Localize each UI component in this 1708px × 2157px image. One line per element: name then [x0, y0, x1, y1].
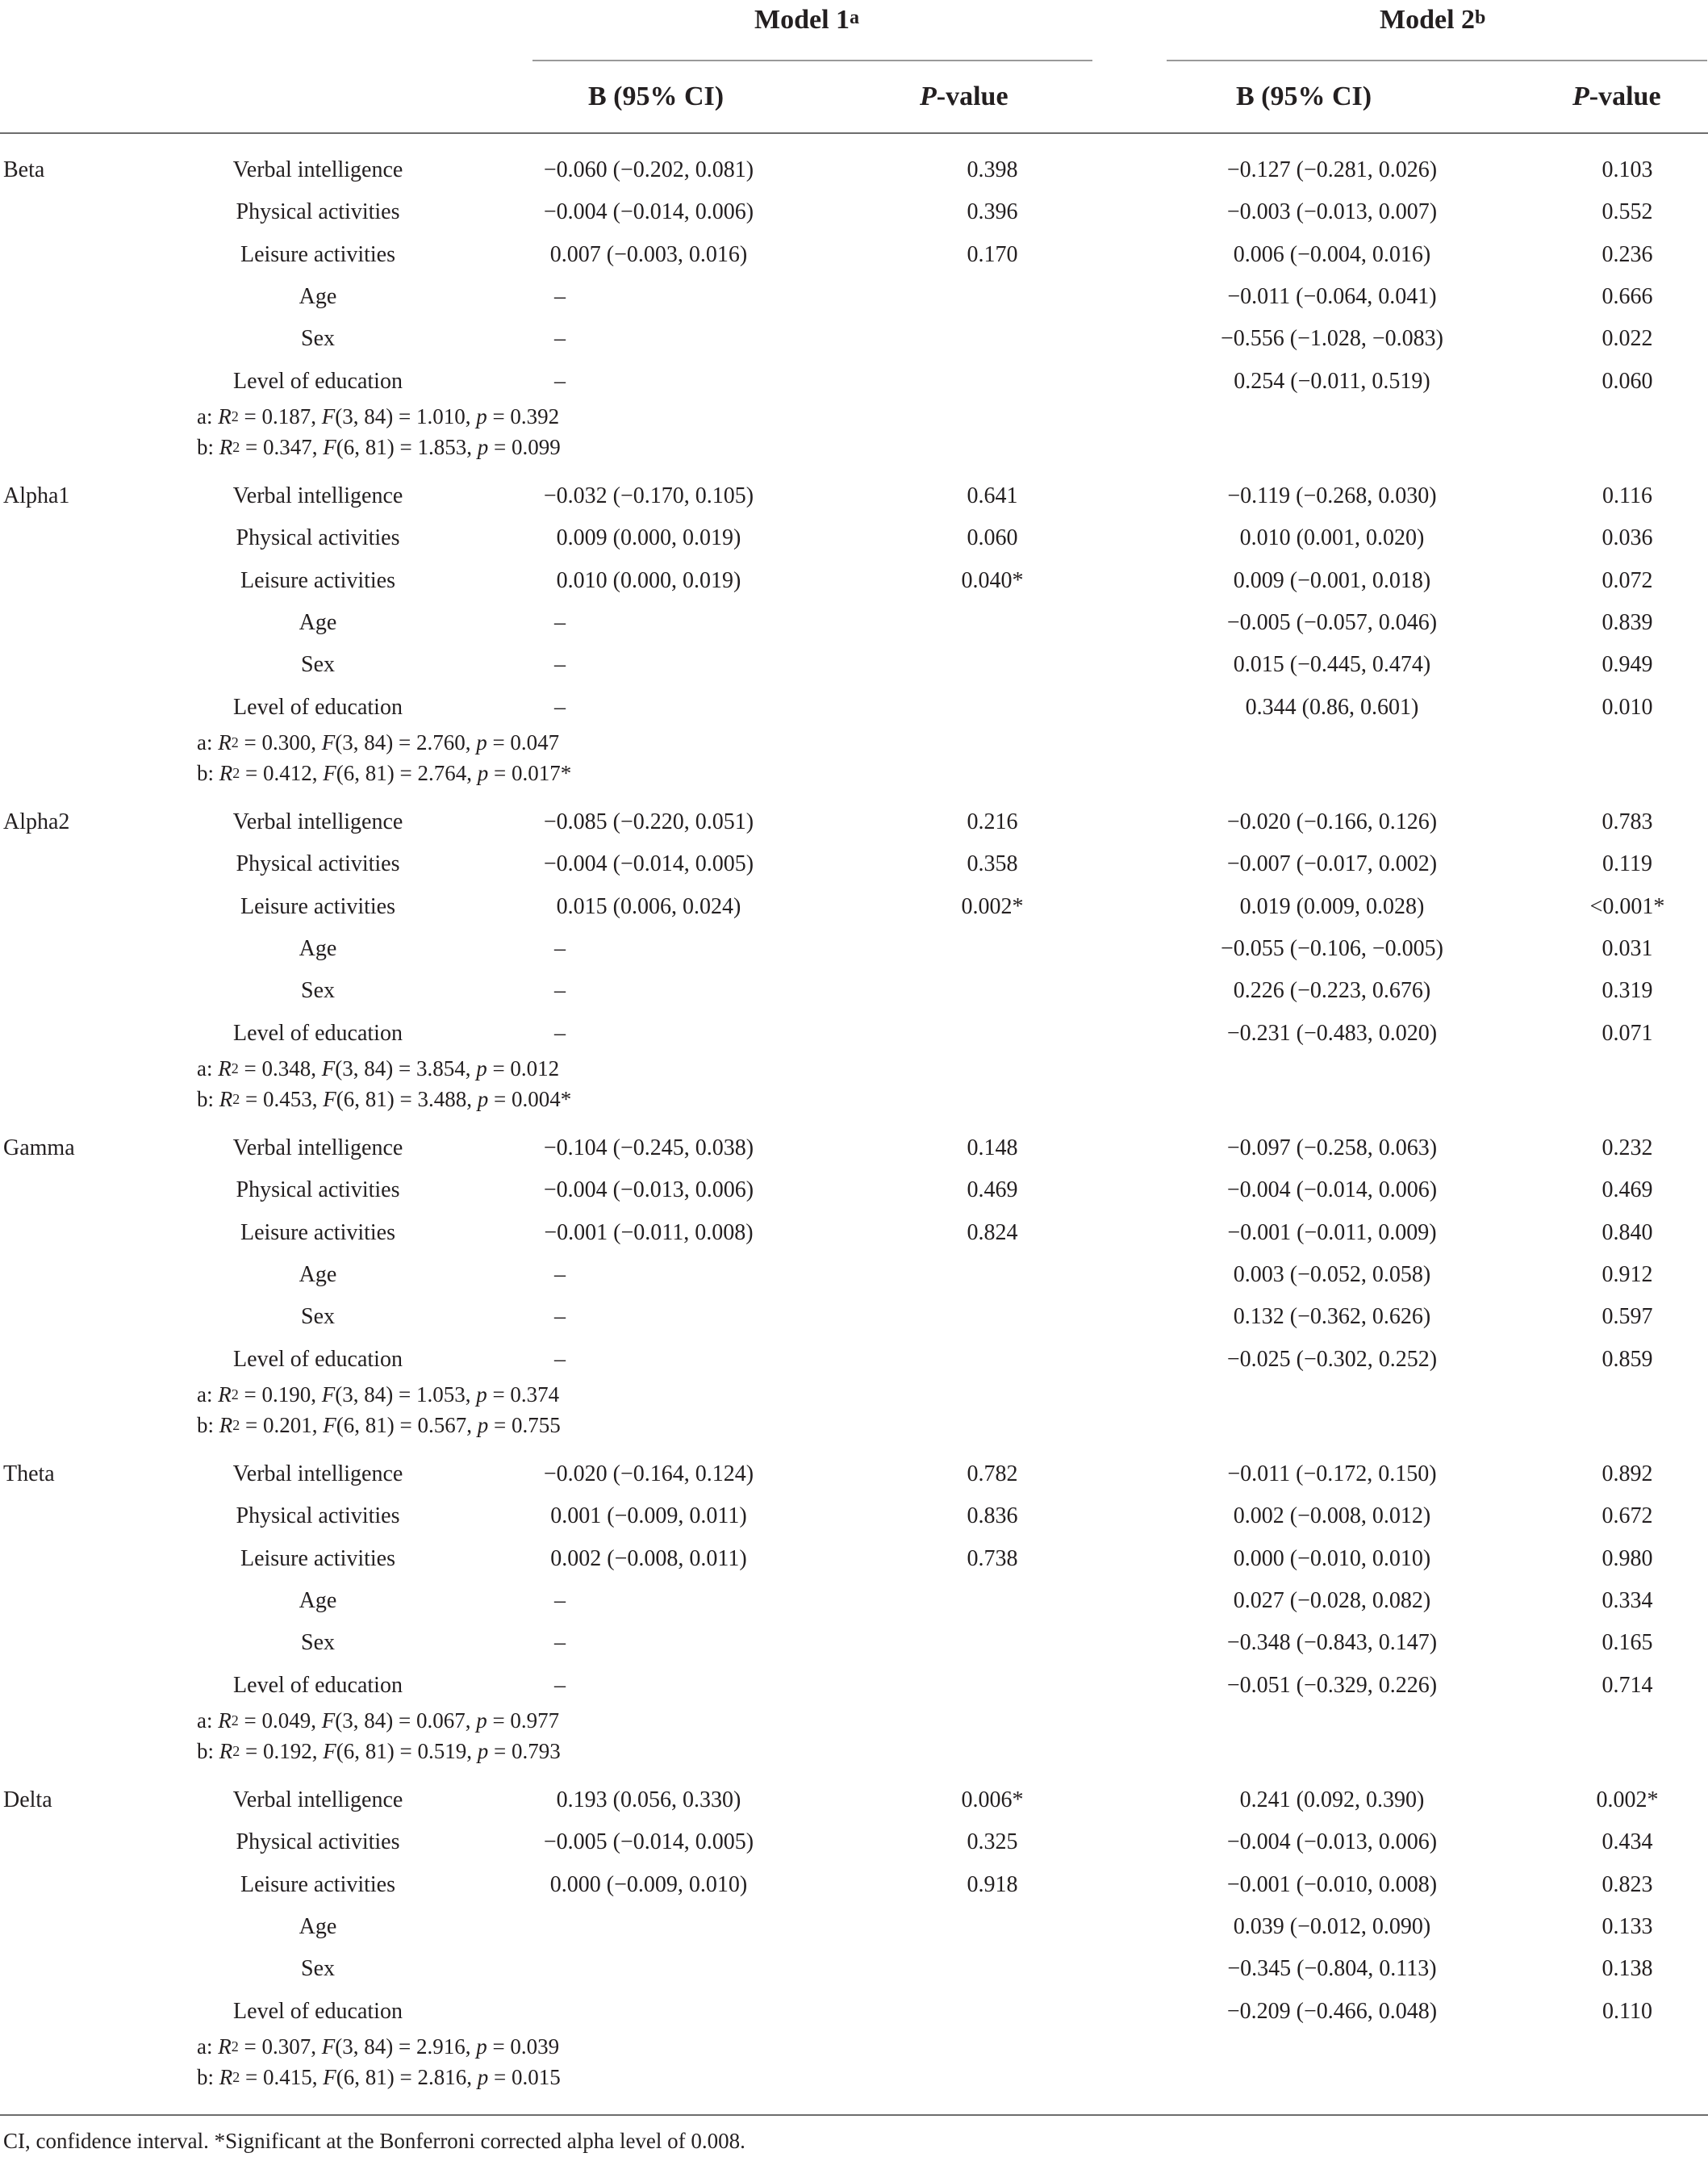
model2-pvalue: 0.133 — [1602, 1914, 1653, 1939]
model1-estimate: −0.005 (−0.014, 0.005) — [543, 1829, 754, 1854]
model1-estimate: – — [554, 1630, 566, 1655]
group-label: Alpha2 — [3, 809, 70, 834]
model1-header: Model 1$^a$ — [754, 5, 860, 35]
model1-pvalue: 0.836 — [967, 1503, 1018, 1528]
model2-fit-stats: b: $R^2 = 0.192$, F(6, 81) = 0.519, p = 0.793 — [197, 1739, 561, 1763]
model1-estimate: – — [554, 1347, 566, 1372]
variable-name: Leisure activities — [240, 1872, 396, 1897]
model1-pvalue: 0.641 — [967, 483, 1018, 508]
model1-estimate: 0.193 (0.056, 0.330) — [556, 1787, 741, 1812]
model2-estimate: −0.004 (−0.014, 0.006) — [1226, 1177, 1438, 1202]
model2-pvalue: 0.672 — [1602, 1503, 1653, 1528]
model1-estimate: – — [554, 1304, 566, 1329]
model2-estimate: −0.003 (−0.013, 0.007) — [1226, 199, 1438, 224]
model1-fit-stats: a: $R^2 = 0.190$, F(3, 84) = 1.053, p = 0.374 — [197, 1382, 560, 1407]
variable-name: Age — [299, 610, 337, 635]
model2-p-header: P-value — [1572, 82, 1661, 111]
model2-fit-stats: b: $R^2 = 0.347$, F(6, 81) = 1.853, p = 0.099 — [197, 435, 561, 459]
model2-estimate: 0.002 (−0.008, 0.012) — [1233, 1503, 1431, 1528]
model1-fit-stats: a: $R^2 = 0.307$, F(3, 84) = 2.916, p = 0.039 — [197, 2034, 560, 2059]
model1-pvalue: 0.469 — [967, 1177, 1018, 1202]
variable-name: Physical activities — [236, 525, 400, 550]
model1-estimate: – — [554, 1588, 566, 1613]
variable-name: Leisure activities — [240, 568, 396, 593]
model2-pvalue: 0.859 — [1602, 1347, 1653, 1372]
variable-name: Level of education — [233, 695, 403, 720]
model1-estimate: −0.032 (−0.170, 0.105) — [543, 483, 754, 508]
model2-pvalue: 0.892 — [1602, 1461, 1653, 1486]
model1-estimate: – — [554, 936, 566, 961]
model2-estimate: 0.344 (0.86, 0.601) — [1245, 695, 1419, 720]
variable-name: Verbal intelligence — [232, 1461, 403, 1486]
variable-name: Age — [299, 936, 337, 961]
model2-pvalue: 0.469 — [1602, 1177, 1653, 1202]
model1-pvalue: 0.782 — [967, 1461, 1018, 1486]
model2-estimate: −0.055 (−0.106, −0.005) — [1220, 936, 1444, 961]
model2-pvalue: 0.912 — [1602, 1262, 1653, 1287]
variable-name: Leisure activities — [240, 1546, 396, 1571]
model1-b-header: B (95% CI) — [588, 82, 725, 111]
variable-name: Physical activities — [236, 851, 400, 876]
model1-estimate: −0.104 (−0.245, 0.038) — [543, 1135, 754, 1160]
model1-estimate: 0.001 (−0.009, 0.011) — [550, 1503, 747, 1528]
model2-pvalue: 0.823 — [1602, 1872, 1653, 1897]
model2-estimate: 0.027 (−0.028, 0.082) — [1233, 1588, 1431, 1613]
model1-estimate: – — [554, 1021, 566, 1046]
model1-pvalue: 0.040* — [961, 568, 1024, 593]
model1-estimate: 0.009 (0.000, 0.019) — [556, 525, 741, 550]
model1-pvalue: 0.170 — [967, 242, 1018, 267]
model1-estimate: – — [554, 326, 566, 351]
model2-estimate: 0.254 (−0.011, 0.519) — [1234, 369, 1430, 394]
model2-estimate: 0.003 (−0.052, 0.058) — [1233, 1262, 1431, 1287]
model2-estimate: −0.209 (−0.466, 0.048) — [1226, 1999, 1438, 2024]
model2-estimate: −0.007 (−0.017, 0.002) — [1226, 851, 1438, 876]
model2-estimate: −0.051 (−0.329, 0.226) — [1226, 1673, 1438, 1698]
model1-estimate: 0.010 (0.000, 0.019) — [556, 568, 741, 593]
model2-fit-stats: b: $R^2 = 0.453$, F(6, 81) = 3.488, p = 0.004* — [197, 1087, 572, 1111]
variable-name: Level of education — [233, 369, 403, 394]
model2-estimate: 0.000 (−0.010, 0.010) — [1233, 1546, 1431, 1571]
model2-pvalue: 0.165 — [1602, 1630, 1653, 1655]
model2-pvalue: 0.031 — [1602, 936, 1653, 961]
model2-pvalue: 0.138 — [1602, 1956, 1653, 1981]
model2-pvalue: 0.010 — [1602, 695, 1653, 720]
model1-pvalue: 0.325 — [967, 1829, 1018, 1854]
model2-estimate: −0.011 (−0.172, 0.150) — [1227, 1461, 1437, 1486]
table-footnote: CI, confidence interval. *Significant at the Bonferroni corrected alpha level of 0.008. — [3, 2129, 745, 2153]
model1-estimate: −0.004 (−0.013, 0.006) — [543, 1177, 754, 1202]
model2-estimate: 0.241 (0.092, 0.390) — [1239, 1787, 1425, 1812]
model2-estimate: −0.025 (−0.302, 0.252) — [1226, 1347, 1438, 1372]
model1-estimate: – — [554, 695, 566, 720]
model2-pvalue: 0.334 — [1602, 1588, 1653, 1613]
model1-pvalue: 0.358 — [967, 851, 1018, 876]
model2-pvalue: 0.666 — [1602, 284, 1653, 309]
variable-name: Leisure activities — [240, 894, 396, 919]
model2-pvalue: 0.036 — [1602, 525, 1653, 550]
model1-pvalue: 0.738 — [967, 1546, 1018, 1571]
variable-name: Verbal intelligence — [232, 809, 403, 834]
variable-name: Age — [299, 1588, 337, 1613]
model1-estimate: −0.060 (−0.202, 0.081) — [543, 157, 754, 182]
model1-estimate: −0.020 (−0.164, 0.124) — [543, 1461, 754, 1486]
model2-pvalue: 0.949 — [1602, 652, 1653, 677]
model2-estimate: −0.556 (−1.028, −0.083) — [1220, 326, 1444, 351]
model1-estimate: −0.001 (−0.011, 0.008) — [544, 1220, 754, 1245]
model1-pvalue: 0.398 — [967, 157, 1018, 182]
model2-pvalue: 0.980 — [1602, 1546, 1653, 1571]
variable-name: Sex — [301, 978, 335, 1003]
model2-estimate: −0.097 (−0.258, 0.063) — [1226, 1135, 1438, 1160]
model2-pvalue: 0.840 — [1602, 1220, 1653, 1245]
variable-name: Sex — [301, 652, 335, 677]
model2-estimate: −0.119 (−0.268, 0.030) — [1227, 483, 1437, 508]
variable-name: Leisure activities — [240, 1220, 396, 1245]
model1-estimate: 0.002 (−0.008, 0.011) — [550, 1546, 747, 1571]
variable-name: Verbal intelligence — [232, 1787, 403, 1812]
model1-estimate: 0.015 (0.006, 0.024) — [556, 894, 741, 919]
variable-name: Verbal intelligence — [232, 157, 403, 182]
model2-estimate: −0.004 (−0.013, 0.006) — [1226, 1829, 1438, 1854]
model2-pvalue: 0.022 — [1602, 326, 1653, 351]
model1-estimate: – — [554, 1673, 566, 1698]
model2-estimate: 0.009 (−0.001, 0.018) — [1233, 568, 1431, 593]
model2-pvalue: 0.110 — [1602, 1999, 1652, 2024]
group-label: Gamma — [3, 1135, 75, 1160]
model1-rule — [532, 60, 1092, 61]
model2-estimate: −0.005 (−0.057, 0.046) — [1226, 610, 1438, 635]
model2-estimate: −0.348 (−0.843, 0.147) — [1226, 1630, 1438, 1655]
variable-name: Level of education — [233, 1021, 403, 1046]
model1-fit-stats: a: $R^2 = 0.187$, F(3, 84) = 1.010, p = 0.392 — [197, 404, 560, 428]
model2-pvalue: 0.103 — [1602, 157, 1653, 182]
model1-fit-stats: a: $R^2 = 0.049$, F(3, 84) = 0.067, p = 0.977 — [197, 1708, 560, 1733]
model1-estimate: – — [554, 652, 566, 677]
model2-pvalue: 0.597 — [1602, 1304, 1653, 1329]
model2-estimate: 0.132 (−0.362, 0.626) — [1233, 1304, 1431, 1329]
model1-estimate: 0.007 (−0.003, 0.016) — [549, 242, 748, 267]
model1-fit-stats: a: $R^2 = 0.348$, F(3, 84) = 3.854, p = 0.012 — [197, 1056, 560, 1081]
model1-estimate: −0.085 (−0.220, 0.051) — [543, 809, 754, 834]
model2-estimate: −0.231 (−0.483, 0.020) — [1226, 1021, 1438, 1046]
model1-estimate: −0.004 (−0.014, 0.005) — [543, 851, 754, 876]
group-label: Beta — [3, 157, 45, 182]
model2-pvalue: 0.236 — [1602, 242, 1653, 267]
variable-name: Sex — [301, 326, 335, 351]
model1-pvalue: 0.216 — [967, 809, 1018, 834]
model2-estimate: −0.001 (−0.010, 0.008) — [1226, 1872, 1438, 1897]
model1-estimate: – — [554, 369, 566, 394]
model2-pvalue: 0.714 — [1602, 1673, 1653, 1698]
model1-pvalue: 0.002* — [961, 894, 1024, 919]
table-bottom-rule — [0, 2114, 1708, 2116]
model2-estimate: −0.011 (−0.064, 0.041) — [1227, 284, 1437, 309]
model2-pvalue: 0.060 — [1602, 369, 1653, 394]
model2-fit-stats: b: $R^2 = 0.412$, F(6, 81) = 2.764, p = 0.017* — [197, 761, 572, 785]
model2-pvalue: 0.071 — [1602, 1021, 1653, 1046]
model2-pvalue: <0.001* — [1589, 894, 1665, 919]
model1-estimate: – — [554, 284, 566, 309]
variable-name: Physical activities — [236, 1829, 400, 1854]
model1-p-header: P-value — [920, 82, 1009, 111]
model1-estimate: 0.000 (−0.009, 0.010) — [549, 1872, 748, 1897]
variable-name: Physical activities — [236, 1503, 400, 1528]
model2-estimate: 0.015 (−0.445, 0.474) — [1233, 652, 1431, 677]
variable-name: Physical activities — [236, 199, 400, 224]
model2-pvalue: 0.072 — [1602, 568, 1653, 593]
model2-estimate: 0.226 (−0.223, 0.676) — [1233, 978, 1431, 1003]
model2-pvalue: 0.434 — [1602, 1829, 1653, 1854]
variable-name: Level of education — [233, 1999, 403, 2024]
model2-pvalue: 0.319 — [1602, 978, 1653, 1003]
model2-pvalue: 0.839 — [1602, 610, 1653, 635]
model2-estimate: −0.127 (−0.281, 0.026) — [1226, 157, 1438, 182]
variable-name: Verbal intelligence — [232, 483, 403, 508]
model1-estimate: – — [554, 1262, 566, 1287]
model1-pvalue: 0.148 — [967, 1135, 1018, 1160]
variable-name: Age — [299, 1262, 337, 1287]
model1-estimate: – — [554, 978, 566, 1003]
model2-fit-stats: b: $R^2 = 0.415$, F(6, 81) = 2.816, p = 0.015 — [197, 2065, 561, 2089]
model2-pvalue: 0.783 — [1602, 809, 1653, 834]
model1-fit-stats: a: $R^2 = 0.300$, F(3, 84) = 2.760, p = 0.047 — [197, 730, 560, 755]
group-label: Alpha1 — [3, 483, 70, 508]
model2-estimate: −0.345 (−0.804, 0.113) — [1227, 1956, 1437, 1981]
variable-name: Level of education — [233, 1673, 403, 1698]
variable-name: Age — [299, 284, 337, 309]
group-label: Delta — [3, 1787, 52, 1812]
model1-pvalue: 0.918 — [967, 1872, 1018, 1897]
model2-header: Model 2$^b$ — [1380, 5, 1486, 35]
model2-pvalue: 0.552 — [1602, 199, 1653, 224]
header-bottom-rule — [0, 132, 1708, 134]
model2-rule — [1167, 60, 1707, 61]
model2-estimate: 0.039 (−0.012, 0.090) — [1233, 1914, 1431, 1939]
model2-pvalue: 0.119 — [1602, 851, 1652, 876]
model1-estimate: −0.004 (−0.014, 0.006) — [543, 199, 754, 224]
variable-name: Physical activities — [236, 1177, 400, 1202]
model2-b-header: B (95% CI) — [1236, 82, 1372, 111]
variable-name: Verbal intelligence — [232, 1135, 403, 1160]
model2-fit-stats: b: $R^2 = 0.201$, F(6, 81) = 0.567, p = 0.755 — [197, 1413, 561, 1437]
model2-estimate: 0.010 (0.001, 0.020) — [1239, 525, 1425, 550]
variable-name: Level of education — [233, 1347, 403, 1372]
model1-pvalue: 0.824 — [967, 1220, 1018, 1245]
model2-estimate: 0.019 (0.009, 0.028) — [1239, 894, 1425, 919]
group-label: Theta — [3, 1461, 55, 1486]
model2-pvalue: 0.116 — [1602, 483, 1652, 508]
variable-name: Age — [299, 1914, 337, 1939]
model2-pvalue: 0.002* — [1596, 1787, 1659, 1812]
variable-name: Sex — [301, 1956, 335, 1981]
variable-name: Sex — [301, 1304, 335, 1329]
model2-estimate: −0.001 (−0.011, 0.009) — [1227, 1220, 1437, 1245]
model1-pvalue: 0.060 — [967, 525, 1018, 550]
model1-pvalue: 0.396 — [967, 199, 1018, 224]
model2-estimate: −0.020 (−0.166, 0.126) — [1226, 809, 1438, 834]
model1-pvalue: 0.006* — [961, 1787, 1024, 1812]
model2-pvalue: 0.232 — [1602, 1135, 1653, 1160]
variable-name: Leisure activities — [240, 242, 396, 267]
model2-estimate: 0.006 (−0.004, 0.016) — [1233, 242, 1431, 267]
model1-estimate: – — [554, 610, 566, 635]
variable-name: Sex — [301, 1630, 335, 1655]
